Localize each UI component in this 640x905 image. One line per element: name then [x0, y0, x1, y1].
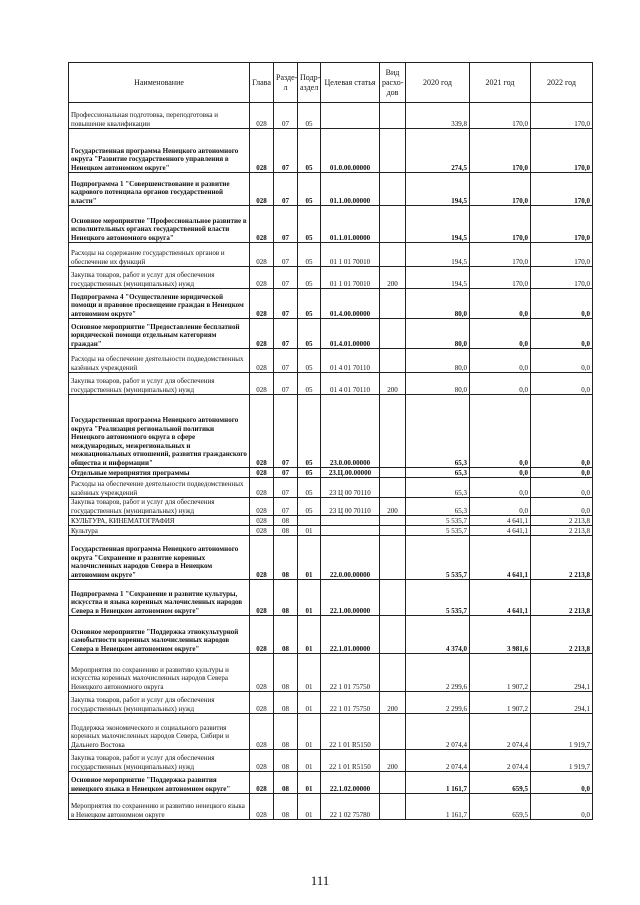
row-type: 200 [380, 750, 406, 772]
row-podrazdel: 05 [298, 395, 321, 468]
row-type [380, 173, 406, 206]
row-2020: 5 535,7 [406, 536, 470, 580]
row-glava: 028 [250, 580, 274, 616]
header-razdel: Раздел [274, 63, 298, 103]
row-2021: 170,0 [470, 267, 531, 289]
table-row [69, 526, 593, 536]
row-article: 22 1 01 R5150 [321, 750, 380, 772]
row-razdel: 08 [274, 692, 298, 714]
row-podrazdel: 05 [298, 319, 321, 349]
row-2022: 0,0 [531, 498, 593, 516]
header-type: Вид расходов [380, 63, 406, 103]
row-name: Профессиональная подготовка, переподготовка и повышение квалификации [69, 103, 250, 129]
row-glava: 028 [250, 173, 274, 206]
row-2020: 1 161,7 [406, 772, 470, 794]
row-2020: 2 299,6 [406, 654, 470, 692]
row-2021: 170,0 [470, 206, 531, 243]
row-article: 23 Ц 00 70110 [321, 478, 380, 498]
row-type [380, 478, 406, 498]
row-2021: 0,0 [470, 468, 531, 478]
row-2021: 659,5 [470, 772, 531, 794]
row-type: 200 [380, 498, 406, 516]
row-name: Культура [69, 526, 250, 536]
row-2020: 65,3 [406, 395, 470, 468]
row-article: 01 4 01 70110 [321, 349, 380, 373]
row-2020: 194,5 [406, 173, 470, 206]
row-podrazdel: 01 [298, 526, 321, 536]
row-glava: 028 [250, 243, 274, 267]
row-2020: 339,8 [406, 103, 470, 129]
row-name: Расходы на содержание государственных органов и обеспечение их функций [69, 243, 250, 267]
header-2021: 2021 год [470, 63, 531, 103]
table-row [69, 173, 593, 206]
row-glava: 028 [250, 206, 274, 243]
row-podrazdel: 05 [298, 498, 321, 516]
row-article: 22 1 01 75750 [321, 654, 380, 692]
row-razdel: 07 [274, 349, 298, 373]
row-name: Отдельные мероприятия программы [69, 468, 250, 478]
table-body [69, 103, 593, 820]
row-razdel: 07 [274, 173, 298, 206]
row-article: 23.Ц.00.00000 [321, 468, 380, 478]
row-type [380, 319, 406, 349]
row-podrazdel: 05 [298, 267, 321, 289]
row-2020: 2 299,6 [406, 692, 470, 714]
row-2022: 2 213,8 [531, 616, 593, 654]
row-razdel: 07 [274, 267, 298, 289]
row-2022: 170,0 [531, 103, 593, 129]
row-podrazdel: 05 [298, 349, 321, 373]
header-name: Наименование [69, 63, 250, 103]
row-name: Подпрограмма 1 "Совершенствование и развитие кадрового потенциала органов государственной власти" [69, 173, 250, 206]
row-article: 22 1 02 75780 [321, 794, 380, 820]
row-podrazdel: 05 [298, 478, 321, 498]
row-2022: 2 213,8 [531, 580, 593, 616]
table-row [69, 498, 593, 516]
row-name: Государственная программа Ненецкого автономного округа "Сохранение и развитие коренных малочисленных народов Севера в Ненецком автономном округе" [69, 536, 250, 580]
row-type [380, 526, 406, 536]
row-2022: 0,0 [531, 468, 593, 478]
table-row [69, 692, 593, 714]
table-row [69, 289, 593, 319]
table-row [69, 794, 593, 820]
row-podrazdel: 01 [298, 772, 321, 794]
row-glava: 028 [250, 772, 274, 794]
page-number: 111 [310, 873, 330, 888]
row-podrazdel: 05 [298, 468, 321, 478]
row-type: 200 [380, 692, 406, 714]
row-2020: 194,5 [406, 206, 470, 243]
row-razdel: 07 [274, 478, 298, 498]
row-name: Подпрограмма 4 "Осуществление юридической помощи и правовое просвещение граждан в Ненецком автономном округе" [69, 289, 250, 319]
row-2021: 0,0 [470, 395, 531, 468]
row-type [380, 516, 406, 526]
table-row [69, 750, 593, 772]
row-2020: 5 535,7 [406, 580, 470, 616]
row-article: 22.0.00.00000 [321, 536, 380, 580]
table-row [69, 373, 593, 395]
row-razdel: 07 [274, 103, 298, 129]
row-glava: 028 [250, 654, 274, 692]
row-2021: 0,0 [470, 478, 531, 498]
row-podrazdel: 01 [298, 692, 321, 714]
row-2022: 0,0 [531, 478, 593, 498]
row-2021: 4 641,1 [470, 580, 531, 616]
row-glava: 028 [250, 478, 274, 498]
row-razdel: 08 [274, 616, 298, 654]
row-razdel: 07 [274, 498, 298, 516]
row-podrazdel [298, 516, 321, 526]
row-2022: 294,1 [531, 654, 593, 692]
row-2022: 170,0 [531, 243, 593, 267]
row-type [380, 103, 406, 129]
row-2020: 5 535,7 [406, 516, 470, 526]
row-type [380, 580, 406, 616]
row-name: КУЛЬТУРА, КИНЕМАТОГРАФИЯ [69, 516, 250, 526]
row-2022: 1 919,7 [531, 714, 593, 750]
header-2020: 2020 год [406, 63, 470, 103]
row-2022: 2 213,8 [531, 516, 593, 526]
row-name: Закупка товаров, работ и услуг для обеспечения государственных (муниципальных) нужд [69, 373, 250, 395]
row-name: Расходы на обеспечение деятельности подведомственных казённых учреждений [69, 349, 250, 373]
row-razdel: 08 [274, 794, 298, 820]
row-glava: 028 [250, 373, 274, 395]
row-name: Основное мероприятие "Профессиональное развитие в исполнительных органах государственной власти Ненецкого автономного округа" [69, 206, 250, 243]
table-row [69, 616, 593, 654]
row-2022: 294,1 [531, 692, 593, 714]
table-row [69, 714, 593, 750]
row-2021: 4 641,1 [470, 526, 531, 536]
row-razdel: 07 [274, 395, 298, 468]
row-2022: 2 213,8 [531, 536, 593, 580]
row-2022: 170,0 [531, 267, 593, 289]
row-article: 22.1.02.00000 [321, 772, 380, 794]
row-podrazdel: 01 [298, 750, 321, 772]
row-2022: 0,0 [531, 772, 593, 794]
header-glava: Глава [250, 63, 274, 103]
row-glava: 028 [250, 319, 274, 349]
row-2021: 2 074,4 [470, 714, 531, 750]
row-name: Основное мероприятие "Предоставление бесплатной юридической помощи отдельным категориям граждан" [69, 319, 250, 349]
table-row [69, 468, 593, 478]
row-2021: 170,0 [470, 103, 531, 129]
row-2020: 65,3 [406, 468, 470, 478]
row-2022: 170,0 [531, 173, 593, 206]
row-razdel: 07 [274, 289, 298, 319]
row-type: 200 [380, 373, 406, 395]
row-razdel: 08 [274, 654, 298, 692]
row-glava: 028 [250, 516, 274, 526]
row-name: Закупка товаров, работ и услуг для обеспечения государственных (муниципальных) нужд [69, 692, 250, 714]
row-2020: 2 074,4 [406, 750, 470, 772]
row-razdel: 08 [274, 536, 298, 580]
row-name: Основное мероприятие "Поддержка этнокультурной самобытности коренных малочисленных народов Севера в Ненецком автономном округе" [69, 616, 250, 654]
table-row [69, 395, 593, 468]
row-name: Основное мероприятие "Поддержка развития ненецкого языка в Ненецком автономном округе" [69, 772, 250, 794]
row-2020: 65,3 [406, 478, 470, 498]
row-type [380, 468, 406, 478]
row-razdel: 08 [274, 772, 298, 794]
row-glava: 028 [250, 616, 274, 654]
header-article: Целевая статья [321, 63, 380, 103]
row-glava: 028 [250, 526, 274, 536]
row-2021: 170,0 [470, 129, 531, 173]
row-article: 01 1 01 70010 [321, 267, 380, 289]
row-2022: 0,0 [531, 373, 593, 395]
row-name: Государственная программа Ненецкого автономного округа "Реализация региональной политики Ненецкого автономного округа в сфере международных, межрегиональных и межнациональных отношений, развития гражданского общества и информации" [69, 395, 250, 468]
table-row [69, 772, 593, 794]
row-2022: 0,0 [531, 349, 593, 373]
row-type [380, 772, 406, 794]
row-2020: 2 074,4 [406, 714, 470, 750]
row-podrazdel: 05 [298, 206, 321, 243]
row-2021: 4 641,1 [470, 516, 531, 526]
table-row [69, 478, 593, 498]
row-2020: 5 535,7 [406, 526, 470, 536]
row-article: 23 Ц 00 70110 [321, 498, 380, 516]
row-razdel: 07 [274, 468, 298, 478]
row-2020: 274,5 [406, 129, 470, 173]
row-glava: 028 [250, 395, 274, 468]
row-name: Закупка товаров, работ и услуг для обеспечения государственных (муниципальных) нужд [69, 498, 250, 516]
row-article: 22.1.01.00000 [321, 616, 380, 654]
table-header-row [69, 63, 593, 103]
row-glava: 028 [250, 692, 274, 714]
row-podrazdel: 01 [298, 580, 321, 616]
row-razdel: 08 [274, 516, 298, 526]
row-2020: 1 161,7 [406, 794, 470, 820]
row-article: 01.4.00.00000 [321, 289, 380, 319]
row-article: 01.0.00.00000 [321, 129, 380, 173]
row-podrazdel: 05 [298, 173, 321, 206]
row-podrazdel: 01 [298, 654, 321, 692]
row-name: Закупка товаров, работ и услуг для обеспечения государственных (муниципальных) нужд [69, 267, 250, 289]
row-name: Государственная программа Ненецкого автономного округа "Развитие государственного управления в Ненецком автономном округе" [69, 129, 250, 173]
row-article: 23.0.00.00000 [321, 395, 380, 468]
row-podrazdel: 01 [298, 794, 321, 820]
row-type [380, 349, 406, 373]
row-glava: 028 [250, 289, 274, 319]
row-name: Мероприятия по сохранению и развитию культуры и искусства коренных малочисленных народов Севера Ненецкого автономного округа [69, 654, 250, 692]
table-row [69, 319, 593, 349]
row-razdel: 07 [274, 373, 298, 395]
row-2020: 80,0 [406, 289, 470, 319]
row-2022: 0,0 [531, 794, 593, 820]
row-razdel: 08 [274, 714, 298, 750]
row-article: 01.1.01.00000 [321, 206, 380, 243]
row-article [321, 526, 380, 536]
budget-table [68, 62, 593, 820]
row-type [380, 654, 406, 692]
row-article [321, 516, 380, 526]
row-razdel: 08 [274, 750, 298, 772]
header-podrazdel: Подраздел [298, 63, 321, 103]
table-row [69, 654, 593, 692]
row-2020: 194,5 [406, 243, 470, 267]
row-article: 22 1 01 75750 [321, 692, 380, 714]
row-2022: 170,0 [531, 206, 593, 243]
row-type [380, 289, 406, 319]
table-row [69, 516, 593, 526]
row-name: Расходы на обеспечение деятельности подведомственных казённых учреждений [69, 478, 250, 498]
row-2021: 0,0 [470, 289, 531, 319]
row-2020: 80,0 [406, 319, 470, 349]
row-article: 22 1 01 R5150 [321, 714, 380, 750]
table-row [69, 267, 593, 289]
table-row [69, 536, 593, 580]
row-2021: 0,0 [470, 319, 531, 349]
row-2022: 2 213,8 [531, 526, 593, 536]
row-2022: 0,0 [531, 289, 593, 319]
row-article: 01 1 01 70010 [321, 243, 380, 267]
row-name: Поддержка экономического и социального развития коренных малочисленных народов Севера, Сибири и Дальнего Востока [69, 714, 250, 750]
row-razdel: 08 [274, 580, 298, 616]
row-2021: 2 074,4 [470, 750, 531, 772]
row-razdel: 08 [274, 526, 298, 536]
row-2022: 170,0 [531, 129, 593, 173]
row-type [380, 395, 406, 468]
row-type: 200 [380, 267, 406, 289]
row-type [380, 206, 406, 243]
row-glava: 028 [250, 129, 274, 173]
row-2021: 659,5 [470, 794, 531, 820]
table-row [69, 580, 593, 616]
row-type [380, 794, 406, 820]
row-2021: 1 907,2 [470, 692, 531, 714]
header-2022: 2022 год [531, 63, 593, 103]
row-type [380, 243, 406, 267]
row-glava: 028 [250, 498, 274, 516]
row-glava: 028 [250, 468, 274, 478]
row-2020: 80,0 [406, 349, 470, 373]
row-glava: 028 [250, 536, 274, 580]
row-2022: 1 919,7 [531, 750, 593, 772]
row-podrazdel: 05 [298, 129, 321, 173]
row-type [380, 536, 406, 580]
row-glava: 028 [250, 794, 274, 820]
row-2022: 0,0 [531, 319, 593, 349]
table-row [69, 243, 593, 267]
row-name: Подпрограмма 1 "Сохранение и развитие культуры, искусства и языка коренных малочисленных народов Севера в Ненецком автономном округе" [69, 580, 250, 616]
row-2021: 0,0 [470, 498, 531, 516]
table-row [69, 103, 593, 129]
row-article: 22.1.00.00000 [321, 580, 380, 616]
row-2020: 4 374,0 [406, 616, 470, 654]
table-row [69, 206, 593, 243]
row-article: 01 4 01 70110 [321, 373, 380, 395]
row-glava: 028 [250, 714, 274, 750]
row-2022: 0,0 [531, 395, 593, 468]
row-name: Мероприятия по сохранению и развитию ненецкого языка в Ненецком автономном округе [69, 794, 250, 820]
row-podrazdel: 05 [298, 243, 321, 267]
row-podrazdel: 01 [298, 714, 321, 750]
row-podrazdel: 01 [298, 616, 321, 654]
row-article: 01.4.01.00000 [321, 319, 380, 349]
row-2021: 0,0 [470, 349, 531, 373]
row-2021: 1 907,2 [470, 654, 531, 692]
row-2021: 170,0 [470, 173, 531, 206]
row-2020: 194,5 [406, 267, 470, 289]
row-2021: 3 981,6 [470, 616, 531, 654]
row-2021: 0,0 [470, 373, 531, 395]
row-glava: 028 [250, 267, 274, 289]
table-row [69, 129, 593, 173]
table-row [69, 349, 593, 373]
row-glava: 028 [250, 349, 274, 373]
row-type [380, 129, 406, 173]
row-glava: 028 [250, 750, 274, 772]
row-article [321, 103, 380, 129]
row-glava: 028 [250, 103, 274, 129]
row-type [380, 714, 406, 750]
row-2020: 80,0 [406, 373, 470, 395]
row-podrazdel: 01 [298, 536, 321, 580]
row-2020: 65,3 [406, 498, 470, 516]
row-razdel: 07 [274, 129, 298, 173]
row-podrazdel: 05 [298, 289, 321, 319]
row-type [380, 616, 406, 654]
row-podrazdel: 05 [298, 103, 321, 129]
row-razdel: 07 [274, 319, 298, 349]
row-name: Закупка товаров, работ и услуг для обеспечения государственных (муниципальных) нужд [69, 750, 250, 772]
row-podrazdel: 05 [298, 373, 321, 395]
row-2021: 4 641,1 [470, 536, 531, 580]
row-2021: 170,0 [470, 243, 531, 267]
row-article: 01.1.00.00000 [321, 173, 380, 206]
row-razdel: 07 [274, 243, 298, 267]
row-razdel: 07 [274, 206, 298, 243]
